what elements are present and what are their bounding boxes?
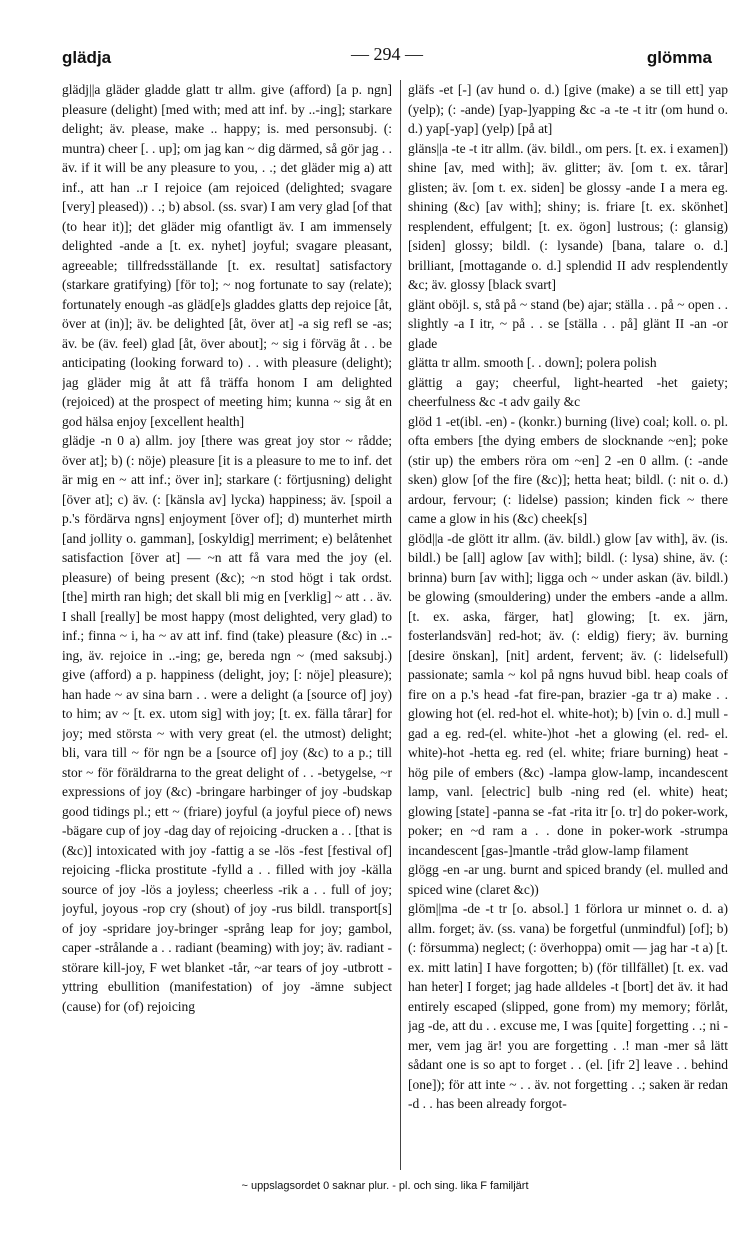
entry-glomma: glöm||ma -de -t tr [o. absol.] 1 förlora ur minnet o. d. a) allm. forget; äv. (ss. vana) be forgetful (unmindful) [of]; b) (: försumma) neglect; (: överhoppa) omit — jag har -t a) [t. ex. mitt latin] I have forgotten; b) (för tillfället) [t. ex. vad han heter] I forget; jag hade alldeles -t [bort] det äv. it had entirely escaped (slipped, gone from) my memory; förlåt, jag -de, att du . . excuse me, I was [quite] forgetting . .; ni -mer, vem jag är! you are forgetting . .! man -mer så lätt sådant one is so apt to forget . . (el. [ifr 2] leave . . behind [one]); för att inte ~ . . äv. not forgetting . .; saken är redan -d . . has been already forgot- xyxy=(408,901,728,1111)
header-first-word: glädja xyxy=(62,48,112,67)
page-header xyxy=(62,44,712,74)
page-number: — 294 — xyxy=(351,44,423,64)
right-column xyxy=(408,80,728,1170)
entry-gladje: glädje -n 0 a) allm. joy [there was great joy stor ~ rådde; över at]; b) (: nöje) pleasure [it is a pleasure to me to inf. det är mig en ~ att inf.; över in]; starkare (: förtjusning) delight [över at]; c) äv. (: [känsla av] lycka) happiness; äv. [spoil a p.'s fördärva ngns] enjoyment [över of]; d) munterhet mirth [and jollity o. gamman], [oskyldig] merriment; e) belåtenhet satisfaction [över at] — ~n att få vara med the joy (el. pleasure) of being present (&c); ~n stod högt i tak ordst. [the] mirth ran high; det skall bli mig en [verklig] ~ att . . äv. I shall [really] be most happy (most delighted, very glad) to inf.; finna ~ i, ha ~ av att inf. find (take) pleasure (&c) in ..-ing, äv. rejoice in ..-ing; ge, bereda ngn ~ (med saksubj.) give (afford) a p. happiness (delight, joy; [: nöje] pleasure); han hade ~ av sina barn . . were a delight (a [source of] joy) to him; av ~ [t. ex. utom sig] with joy; [t. ex. fälla tårar] for joy; med största ~ with very great (el. the utmost) delight; bli, vara till ~ för ngn be a [source of] joy (&c) to a p.; till stor ~ för föräldrarna to the great delight of . . -betygelse, ~r expressions of joy (&c) -bringare harbinger of joy -budskap good tidings pl.; ett ~ (friare) joyful (a joyful piece of) news -bägare cup of joy -dag day of rejoicing -drucken a . . [that is (&c)] intoxicated with joy -fattig a se -lös -fest [festival of] rejoicing -flicka prostitute -fylld a . . filled with joy -källa source of joy -lös a joyless; cheerless -rik a . . full of joy; joyful, joyous -rop cry (shout) of joy -rus bildl. transport[s] of joy -spridare joy-bringer -språng leap for joy; gambol, caper -strålande a . . radiant (beaming) with joy; äv. radiant -störare kill-joy, F wet blanket -tår, ~ar tears of joy -utbrott -yttring ebullition (manifestation) of joy -ämne subject (cause) for (of) rejoicing xyxy=(62,433,392,1014)
column-divider xyxy=(400,80,401,1170)
entry-glattig: glättig a gay; cheerful, light-hearted -het gaiety; cheerfulness &c -t adv gaily &c xyxy=(408,374,728,409)
left-column xyxy=(62,80,392,1170)
entry-gloda: glöd||a -de glött itr allm. (äv. bildl.) glow [av with], äv. (is. bildl.) be [all] aglow [av with]; bildl. (: lysa) shine, äv. (: brinna) burn [av with]; ligga och ~ under askan (äv. bildl.) be glowing (smouldering) under the embers -ande a allm. [t. ex. aska, färger, hat] glowing; [t. ex. järn, fosterlandsvän] red-hot; äv. (: eldig) fiery; äv. burning [desire önskan], [nit] ardent, fervent; äv. (: lidelsefull) passionate; samla ~ kol på ngns huvud bibl. heap coals of fire on a p.'s head -fat fire-pan, brazier -ga tr a) make . . glowing hot (el. red-hot el. white-hot); b) [vin o. d.] mull -gad a eg. red-(el. white-)hot -het a glowing (el. red- el. white)-hot -hetta eg. red (el. white; friare burning) heat -hög pile of embers (&c) -lampa glow-lamp, incandescent lamp, vanl. [electric] bulb -ning red (el. white) heat; glowing [state] -panna se -fat -rita itr [o. tr] do poker-work, poker; en ~d ram a . . done in poker-work -strumpa incandescent [gas-]mantle -tråd glow-lamp filament xyxy=(408,530,728,858)
entry-glod: glöd 1 -et(ibl. -en) - (konkr.) burning (live) coal; koll. o. pl. ofta embers [the dying embers de slocknande ~en]; poke (stir up) the embers röra om ~en] 2 -en 0 allm. (: -ande sken) glow [of the fire (&c)]; hetta heat; bildl. (: nit o. d.) ardour, fervour; (: lidelse) passion; kinden fick ~ there came a glow in his (&c) cheek[s] xyxy=(408,413,728,526)
entry-glatta: glätta tr allm. smooth [. . down]; polera polish xyxy=(408,355,657,370)
entry-glogg: glögg -en -ar ung. burnt and spiced brandy (el. mulled and spiced wine (claret &c)) xyxy=(408,862,728,897)
page-footer-legend: ~ uppslagsordet 0 saknar plur. - pl. och sing. lika F familjärt xyxy=(241,1180,529,1192)
entry-gladja: glädj||a gläder gladde glatt tr allm. give (afford) [a p. ngn] pleasure (delight) [med with; med att inf. by ..-ing]; starkare delight; äv. please, make .. happy; is. med personsubj. (: muntra) cheer [. . up]; om jag kan ~ dig därmed, så gör jag . . äv. if it will be any pleasure to you, . .; det gläder mig a) att inf., att han ..r I rejoice (am rejoiced (delighted; svagare [very] pleased)) . .; b) absol. (ss. svar) I am very glad [of that (to hear it)]; det gläder mig ofantligt äv. I am immensely delighted -ande a [t. ex. nyhet] joyful; svagare pleasant, agreeable; tillfredsställande [t. ex. resultat] satisfactory (starkare gratifying) [för to]; ~ nog fortunate to say (relate); fortunately enough -as gläd[e]s gladdes glatts dep rejoice [åt, över at (in)]; äv. be delighted [åt, över at] -a sig refl se -as; äv. be (äv. feel) glad [åt, över about]; ~ sig i förväg åt . . be anticipating (looking forward to) . . with pleasure (delight); jag gläder mig åt att få träffa honom I am delighted (rejoiced) at the prospect of meeting him; kunna ~ sig åt en god hälsa enjoy [excellent health] xyxy=(62,82,392,429)
header-last-word: glömma xyxy=(646,48,712,67)
entry-glansa: gläns||a -te -t itr allm. (äv. bildl., om pers. [t. ex. i examen]) shine [av, med with]; äv. glitter; äv. [om t. ex. tårar] glisten; äv. [om t. ex. siden] be glossy -ande I a mera eg. shining (&c) [av with]; shiny; is. friare [t. ex. skönhet] resplendent, effulgent; [t. ex. ögon] lustrous; (: glansig) [siden] glossy; bildl. (: lysande) [bana, talare o. d.] brilliant, [mottagande o. d.] splendid II adv resplendently &c; äv. glossy [black svart] xyxy=(408,140,728,292)
entry-glafs: gläfs -et [-] (av hund o. d.) [give (make) a se till ett] yap (yelp); (: -ande) [yap-]yapping &c -a -te -t itr (om hund o. d.) yap[-yap] (yelp) [på at] xyxy=(408,82,728,136)
entry-glant: glänt oböjl. s, stå på ~ stand (be) ajar; ställa . . på ~ open . . slightly -a I itr, ~ på . . se [ställa . . på] glänt II -an -or glade xyxy=(408,296,728,351)
